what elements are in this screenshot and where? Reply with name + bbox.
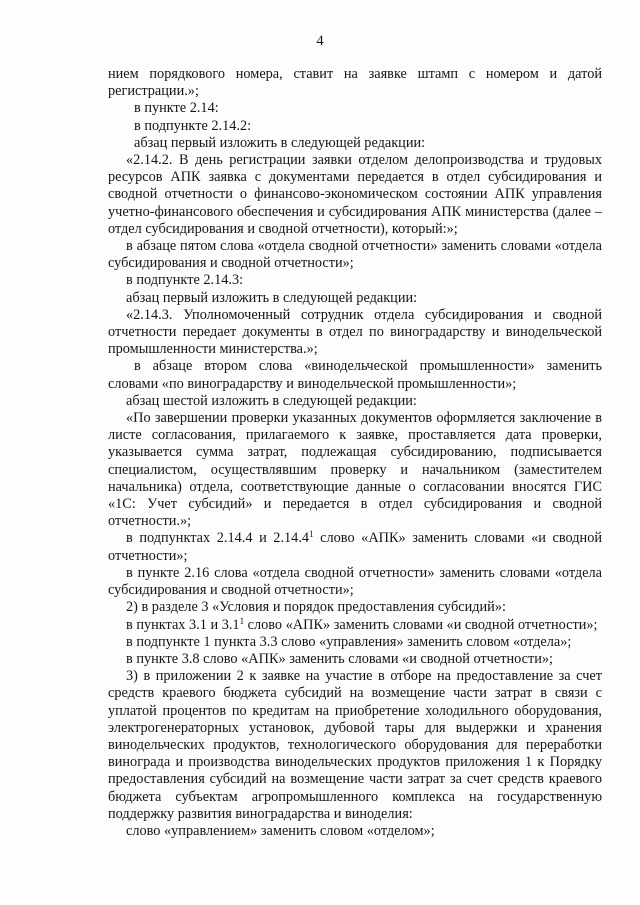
paragraph-quote-conclusion: «По завершении проверки указанных документов оформляется заключение в листе согласования, прилагаемого к заявке, проставляется дата проверки, указывается сумма затрат, подлежащая субсидированию, подписывается специалистом, осуществлявшим проверку и начальником (заместителем начальника) отдела, соответствующие данные о согласовании вносятся ГИС «1С: Учет субсидий» и передается в отдел субсидирования и сводной отчетности.»; [108,410,602,530]
paragraph-points-3-1 [108,617,602,634]
paragraph-replace-word: слово «управлением» заменить словом «отделом»; [126,822,435,839]
text-before: в пунктах 3.1 и 3.1 [126,616,240,633]
paragraph-point-3-8: в пункте 3.8 слово «АПК» заменить словами «и сводной отчетности»; [126,650,553,667]
paragraph-section-3: 2) в разделе 3 «Условия и порядок предоставления субсидий»: [126,599,506,616]
document-body [108,66,602,840]
paragraph-continuation: нием порядкового номера, ставит на заявке штамп с номером и датой регистрации.»; [108,66,602,100]
paragraph-point-2-16: в пункте 2.16 слова «отдела сводной отчетности» заменить словами «отдела субсидирования и сводной отчетности»; [108,564,602,599]
paragraph-amend-sixth: абзац шестой изложить в следующей редакции: [126,392,417,409]
paragraph-amend-second: в абзаце втором слова «винодельческой промышленности» заменить словами «по виноградарству и винодельческой промышленности»; [108,358,602,392]
text-after: слово «АПК» заменить словами «и сводной отчетности»; [108,530,602,564]
text-before: в подпунктах 2.14.4 и 2.14.4 [126,530,310,547]
superscript: 1 [239,615,245,626]
text-after: слово «АПК» заменить словами «и сводной отчетности»; [244,616,598,633]
paragraph-subpoint-2-14-2: в подпункте 2.14.2: [134,117,252,134]
paragraph-subpoints-2-14-4 [108,530,602,564]
paragraph-subpoint-2-14-3: в подпункте 2.14.3: [126,272,244,289]
paragraph-instruction: абзац первый изложить в следующей редакции: [134,134,426,151]
paragraph-appendix-2: 3) в приложении 2 к заявке на участие в отборе на предоставление за счет средств краевого бюджета субсидий на возмещение части затрат в связи с уплатой процентов по кредитам на приобретение холодильного оборудования, электрогенераторных установок, дубовой тары для выдержки и хранения винодельческих продуктов, технологического оборудования для переработки винограда и производства винодельческих продуктов приложения 1 к Порядку предоставления субсидий на возмещение части затрат за счет средств краевого бюджета субъектам агропромышленного комплекса на государственную поддержку развития виноградарства и виноделия: [108,668,602,822]
page-number: 4 [316,33,324,49]
paragraph-point-2-14: в пункте 2.14: [134,100,219,117]
superscript: 1 [309,529,314,540]
paragraph-amend-fifth: в абзаце пятом слова «отдела сводной отчетности» заменить словами «отдела субсидирования и сводной отчетности»; [108,238,602,272]
paragraph-quote-2-14-3: «2.14.3. Уполномоченный сотрудник отдела субсидирования и сводной отчетности передает документы в отдел по виноградарству и винодельческой промышленности министерства.»; [108,306,602,358]
paragraph-point-3-3: в подпункте 1 пункта 3.3 слово «управления» заменить словом «отдела»; [126,633,572,650]
paragraph-instruction: абзац первый изложить в следующей редакции: [126,289,418,306]
paragraph-quote-2-14-2: «2.14.2. В день регистрации заявки отделом делопроизводства и трудовых ресурсов АПК заявка с документами передается в отдел субсидирования и сводной отчетности о финансово-экономическом состоянии АПК управления учетно-финансового обеспечения и субсидирования АПК министерства (далее – отдел субсидирования и сводной отчетности), который:»; [108,152,602,237]
